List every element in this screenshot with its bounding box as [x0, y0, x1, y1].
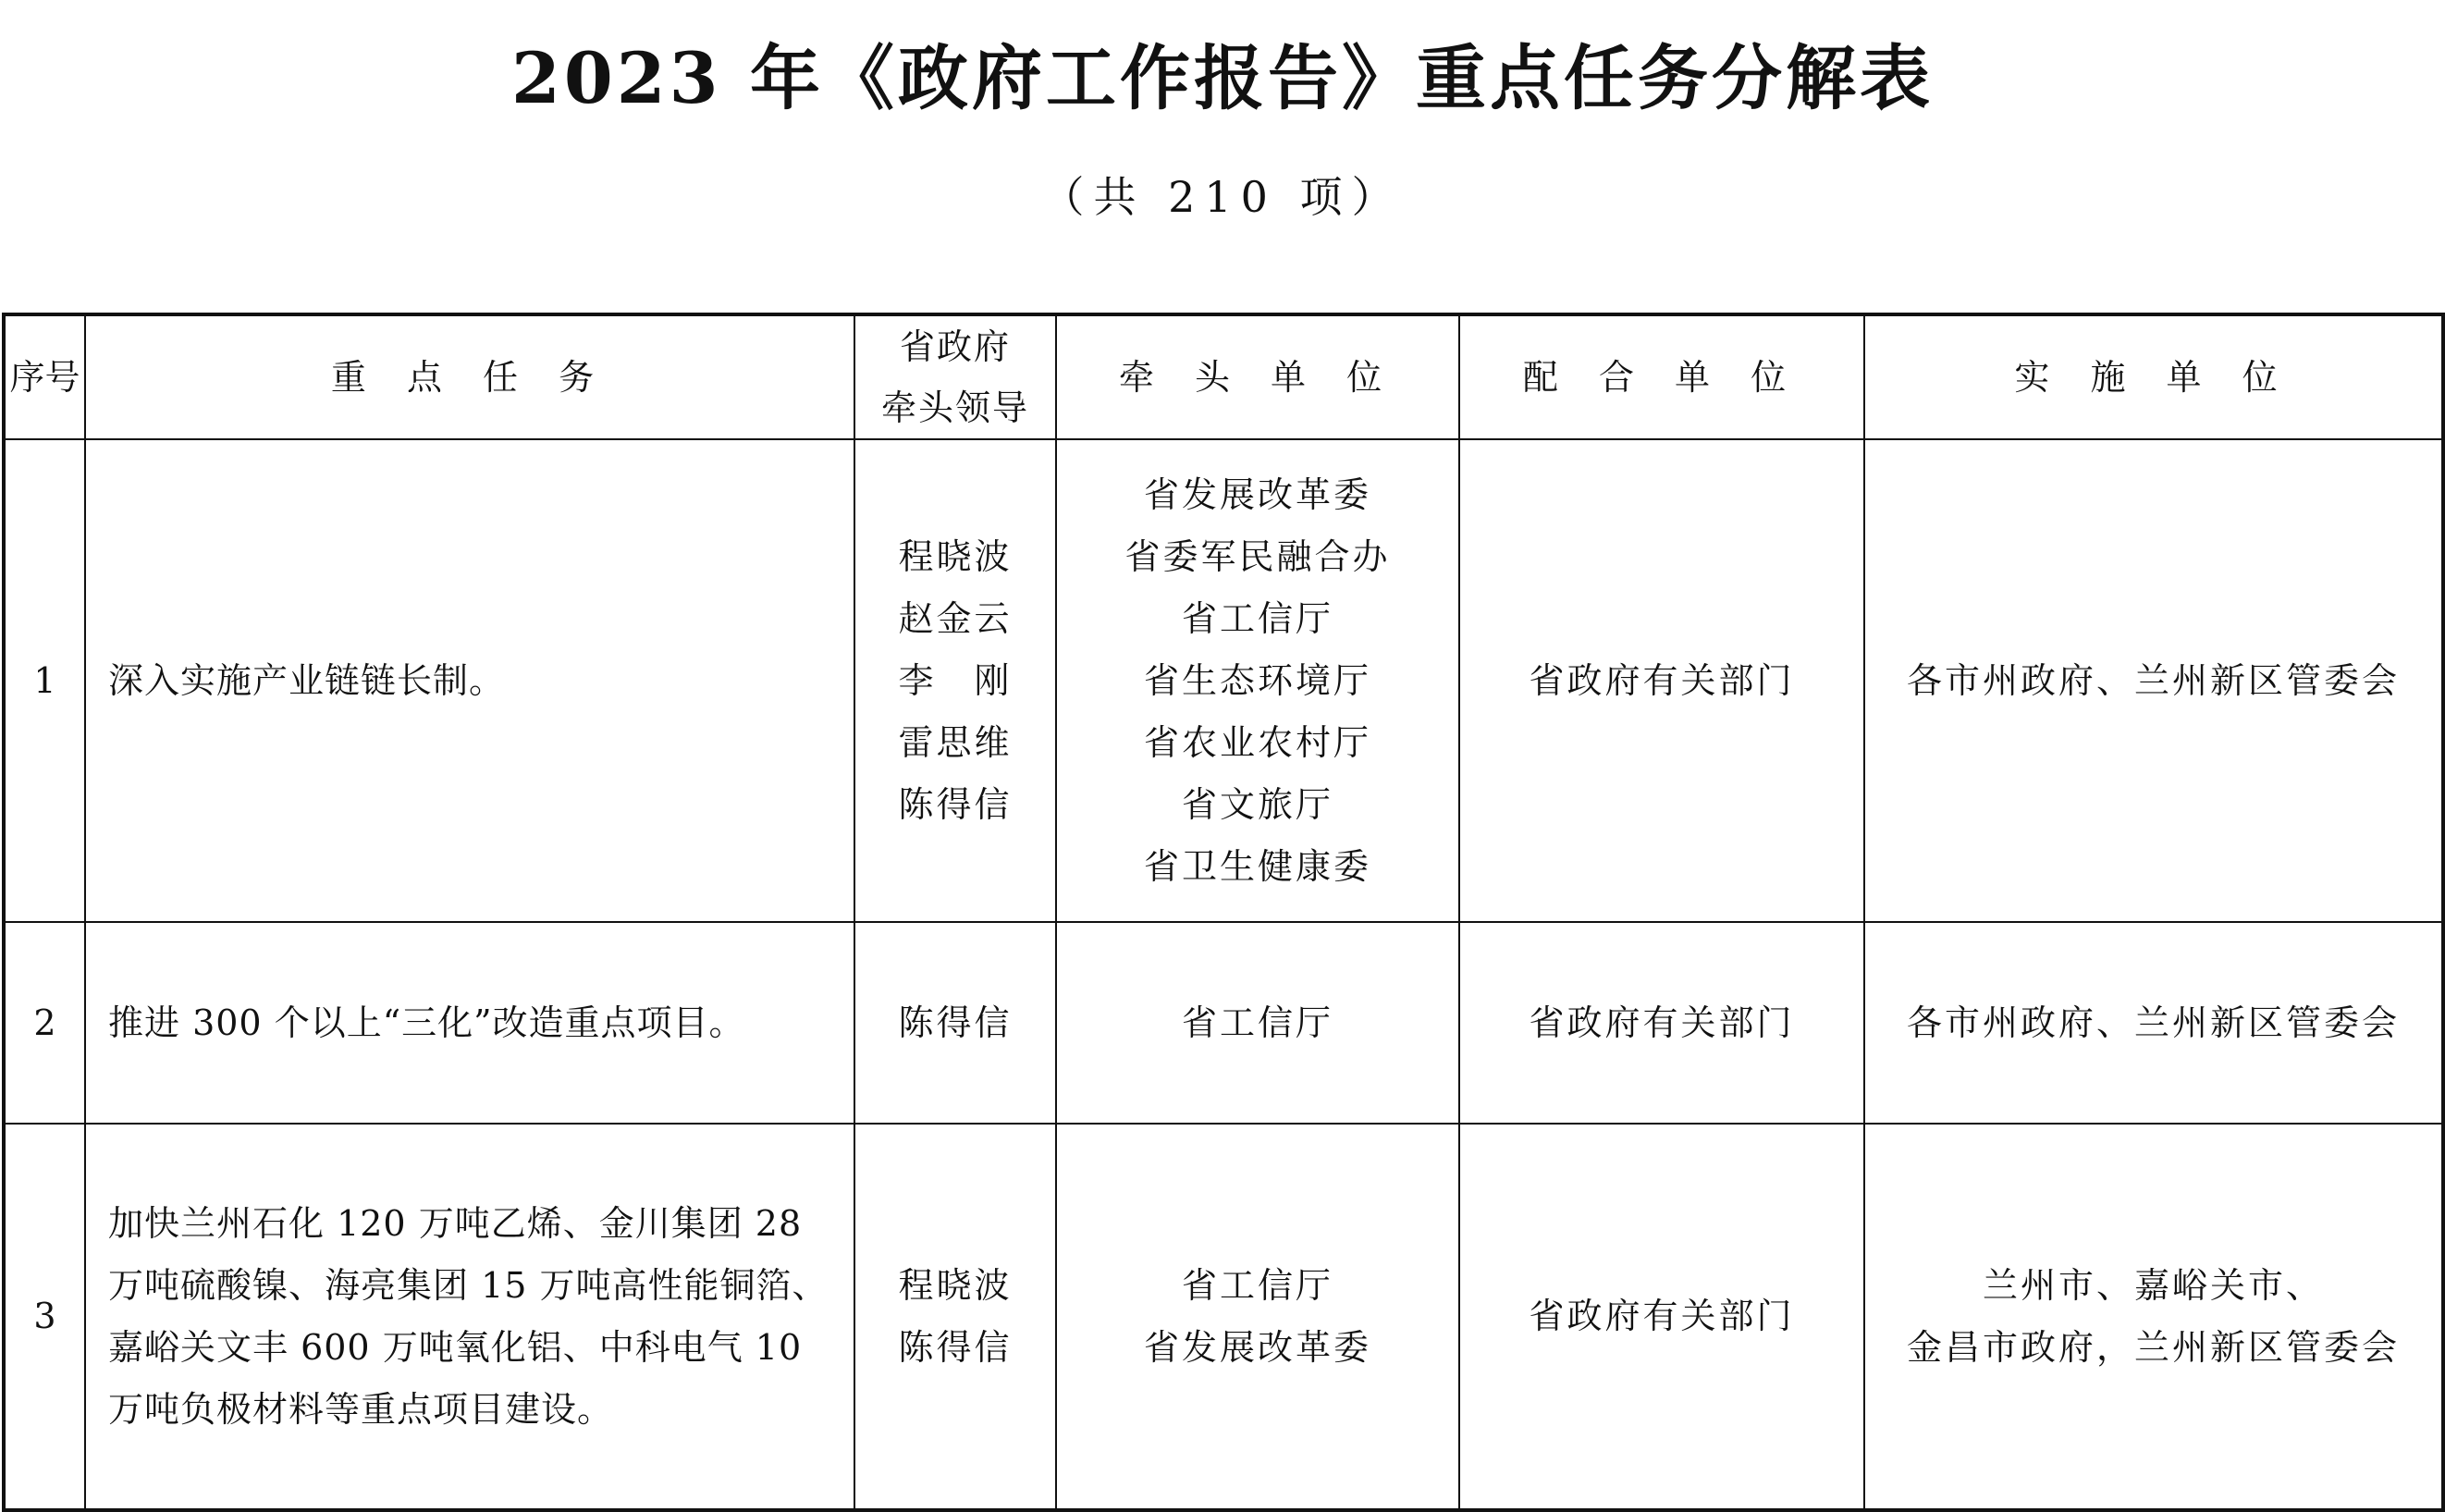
leader-name: 李 刚 [898, 659, 1013, 701]
row-task: 加快兰州石化 120 万吨乙烯、金川集团 28 万吨硫酸镍、海亮集团 15 万吨高性能铜箔、嘉峪关文丰 600 万吨氧化铝、中科电气 10 万吨负极材料等重点项目建设。 [85, 1124, 854, 1510]
coop-unit-name: 省政府有关部门 [1529, 659, 1795, 701]
leader-name: 程晓波 [898, 1264, 1013, 1306]
header-task: 重 点 任 务 [85, 314, 854, 439]
leader-name: 程晓波 [898, 535, 1013, 577]
row-coop-unit [1459, 922, 1864, 1124]
lead-unit-name: 省卫生健康委 [1143, 845, 1371, 887]
header-impl-unit: 实 施 单 位 [1864, 314, 2443, 439]
leader-name: 赵金云 [898, 597, 1013, 639]
lead-unit-name: 省工信厅 [1181, 1002, 1333, 1043]
lead-unit-name: 省发展改革委 [1143, 1326, 1371, 1368]
header-row [4, 314, 2443, 439]
header-leader-line1: 省政府 [899, 326, 1011, 367]
row-leaders [854, 439, 1056, 922]
lead-unit-name: 省工信厅 [1181, 1264, 1333, 1306]
coop-unit-name: 省政府有关部门 [1529, 1002, 1795, 1043]
impl-unit-name: 各市州政府、兰州新区管委会 [1906, 659, 2400, 701]
coop-unit-name: 省政府有关部门 [1529, 1296, 1795, 1336]
header-lead-unit: 牵 头 单 位 [1056, 314, 1459, 439]
row-seq: 3 [4, 1124, 85, 1510]
leader-name: 陈得信 [898, 1002, 1013, 1043]
lead-unit-name: 省生态环境厅 [1143, 659, 1371, 701]
document-title: 2023 年《政府工作报告》重点任务分解表 [511, 37, 1934, 119]
leader-name: 陈得信 [898, 783, 1013, 825]
row-coop-unit [1459, 1124, 1864, 1510]
row-lead-units [1056, 922, 1459, 1124]
row-impl-units [1864, 1124, 2443, 1510]
row-lead-units [1056, 1124, 1459, 1510]
header-seq: 序号 [4, 314, 85, 439]
row-leaders [854, 922, 1056, 1124]
row-task: 推进 300 个以上“三化”改造重点项目。 [85, 922, 854, 1124]
row-impl-units [1864, 922, 2443, 1124]
lead-unit-name: 省农业农村厅 [1143, 721, 1371, 763]
lead-unit-name: 省文旅厅 [1181, 783, 1333, 825]
document-subtitle: （共 210 项） [1041, 172, 1404, 222]
header-leader [854, 314, 1056, 439]
lead-unit-name: 省工信厅 [1181, 597, 1333, 639]
impl-unit-name: 各市州政府、兰州新区管委会 [1906, 1002, 2400, 1043]
lead-unit-name: 省发展改革委 [1143, 473, 1371, 515]
lead-unit-name: 省委军民融合办 [1124, 535, 1391, 577]
table-row [4, 1124, 2443, 1510]
task-table [2, 313, 2445, 1512]
leader-name: 雷思维 [898, 721, 1013, 763]
row-seq: 1 [4, 439, 85, 922]
row-lead-units [1056, 439, 1459, 922]
header-leader-line2: 牵头领导 [880, 387, 1029, 428]
table-row [4, 922, 2443, 1124]
row-coop-unit [1459, 439, 1864, 922]
row-impl-units [1864, 439, 2443, 922]
row-leaders [854, 1124, 1056, 1510]
leader-name: 陈得信 [898, 1326, 1013, 1368]
impl-unit-name: 金昌市政府，兰州新区管委会 [1906, 1326, 2400, 1368]
table-row [4, 439, 2443, 922]
header-coop-unit: 配 合 单 位 [1459, 314, 1864, 439]
row-task: 深入实施产业链链长制。 [85, 439, 854, 922]
impl-unit-name: 兰州市、嘉峪关市、 [1982, 1264, 2324, 1306]
row-seq: 2 [4, 922, 85, 1124]
